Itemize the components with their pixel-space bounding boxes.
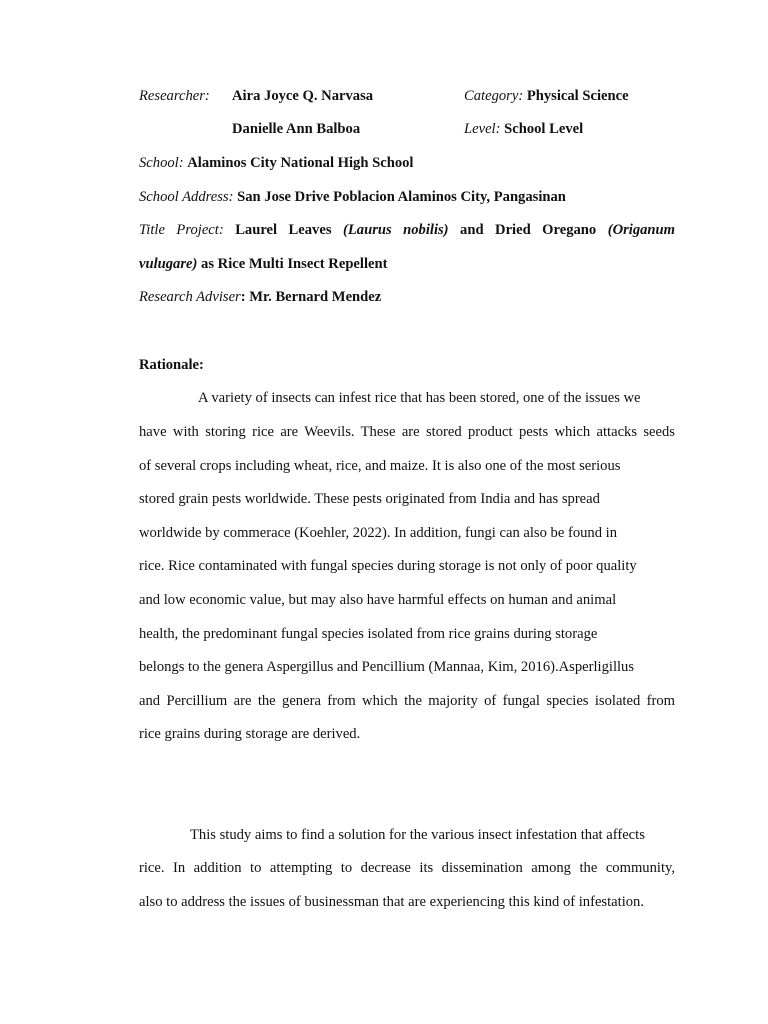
title-project-line-1 xyxy=(139,221,675,239)
researcher-name-1: Aira Joyce Q. Narvasa xyxy=(232,88,374,104)
paragraph-1-line: and low economic value, but may also have harmful effects on human and animal xyxy=(139,592,617,608)
school-address-field xyxy=(139,188,566,206)
rationale-heading: Rationale: xyxy=(139,357,204,373)
paragraph-1-line: stored grain pests worldwide. These pests originated from India and has spread xyxy=(139,491,600,507)
title-part-4: (Origanum xyxy=(607,222,676,238)
paragraph-1-line: A variety of insects can infest rice that has been stored, one of the issues we xyxy=(198,390,641,406)
paragraph-1-line: worldwide by commerace (Koehler, 2022). In addition, fungi can also be found in xyxy=(139,525,618,541)
paragraph-2-line: rice. In addition to attempting to decrease its dissemination among the community, xyxy=(139,860,675,876)
level-value: School Level xyxy=(504,121,584,137)
title-part-5: vulugare) xyxy=(139,256,198,272)
paragraph-1-line: of several crops including wheat, rice, and maize. It is also one of the most serious xyxy=(139,458,621,474)
title-part-1: Laurel Leaves xyxy=(235,222,332,238)
title-part-3: and Dried Oregano xyxy=(460,222,597,238)
school-value: Alaminos City National High School xyxy=(187,155,414,171)
level-label: Level: xyxy=(464,121,501,137)
school-label: School: xyxy=(139,155,184,171)
paragraph-1-line: rice grains during storage are derived. xyxy=(139,726,361,742)
paragraph-1-line: rice. Rice contaminated with fungal species during storage is not only of poor quality xyxy=(139,558,637,574)
research-adviser-value: : Mr. Bernard Mendez xyxy=(240,289,382,305)
researcher-label: Researcher: xyxy=(139,88,210,104)
researcher-row-1 xyxy=(139,87,210,105)
researcher-name-2: Danielle Ann Balboa xyxy=(232,121,361,137)
category-value: Physical Science xyxy=(526,88,629,104)
paragraph-1-line: belongs to the genera Aspergillus and Pencillium (Mannaa, Kim, 2016).Asperligillus xyxy=(139,659,635,675)
title-part-2: (Laurus nobilis) xyxy=(343,222,449,238)
paragraph-2-line: This study aims to find a solution for the various insect infestation that affects xyxy=(190,827,645,843)
school-field xyxy=(139,154,413,172)
level-field xyxy=(464,120,583,138)
research-adviser-field xyxy=(139,288,381,306)
category-label: Category: xyxy=(464,88,524,104)
category-field xyxy=(464,87,629,105)
paragraph-1-line: and Percillium are the genera from which the majority of fungal species isolated from xyxy=(139,693,675,709)
paragraph-1-line: health, the predominant fungal species isolated from rice grains during storage xyxy=(139,626,598,642)
research-adviser-label: Research Adviser xyxy=(139,289,241,305)
title-project-line-2 xyxy=(139,255,387,273)
paragraph-2-line: also to address the issues of businessman that are experiencing this kind of infestation. xyxy=(139,894,644,910)
title-part-6: as Rice Multi Insect Repellent xyxy=(201,256,388,272)
paragraph-1-line: have with storing rice are Weevils. These are stored product pests which attacks seeds xyxy=(139,424,675,440)
school-address-value: San Jose Drive Poblacion Alaminos City, Pangasinan xyxy=(237,189,566,205)
school-address-label: School Address: xyxy=(139,189,234,205)
title-project-label: Title Project: xyxy=(139,222,224,238)
